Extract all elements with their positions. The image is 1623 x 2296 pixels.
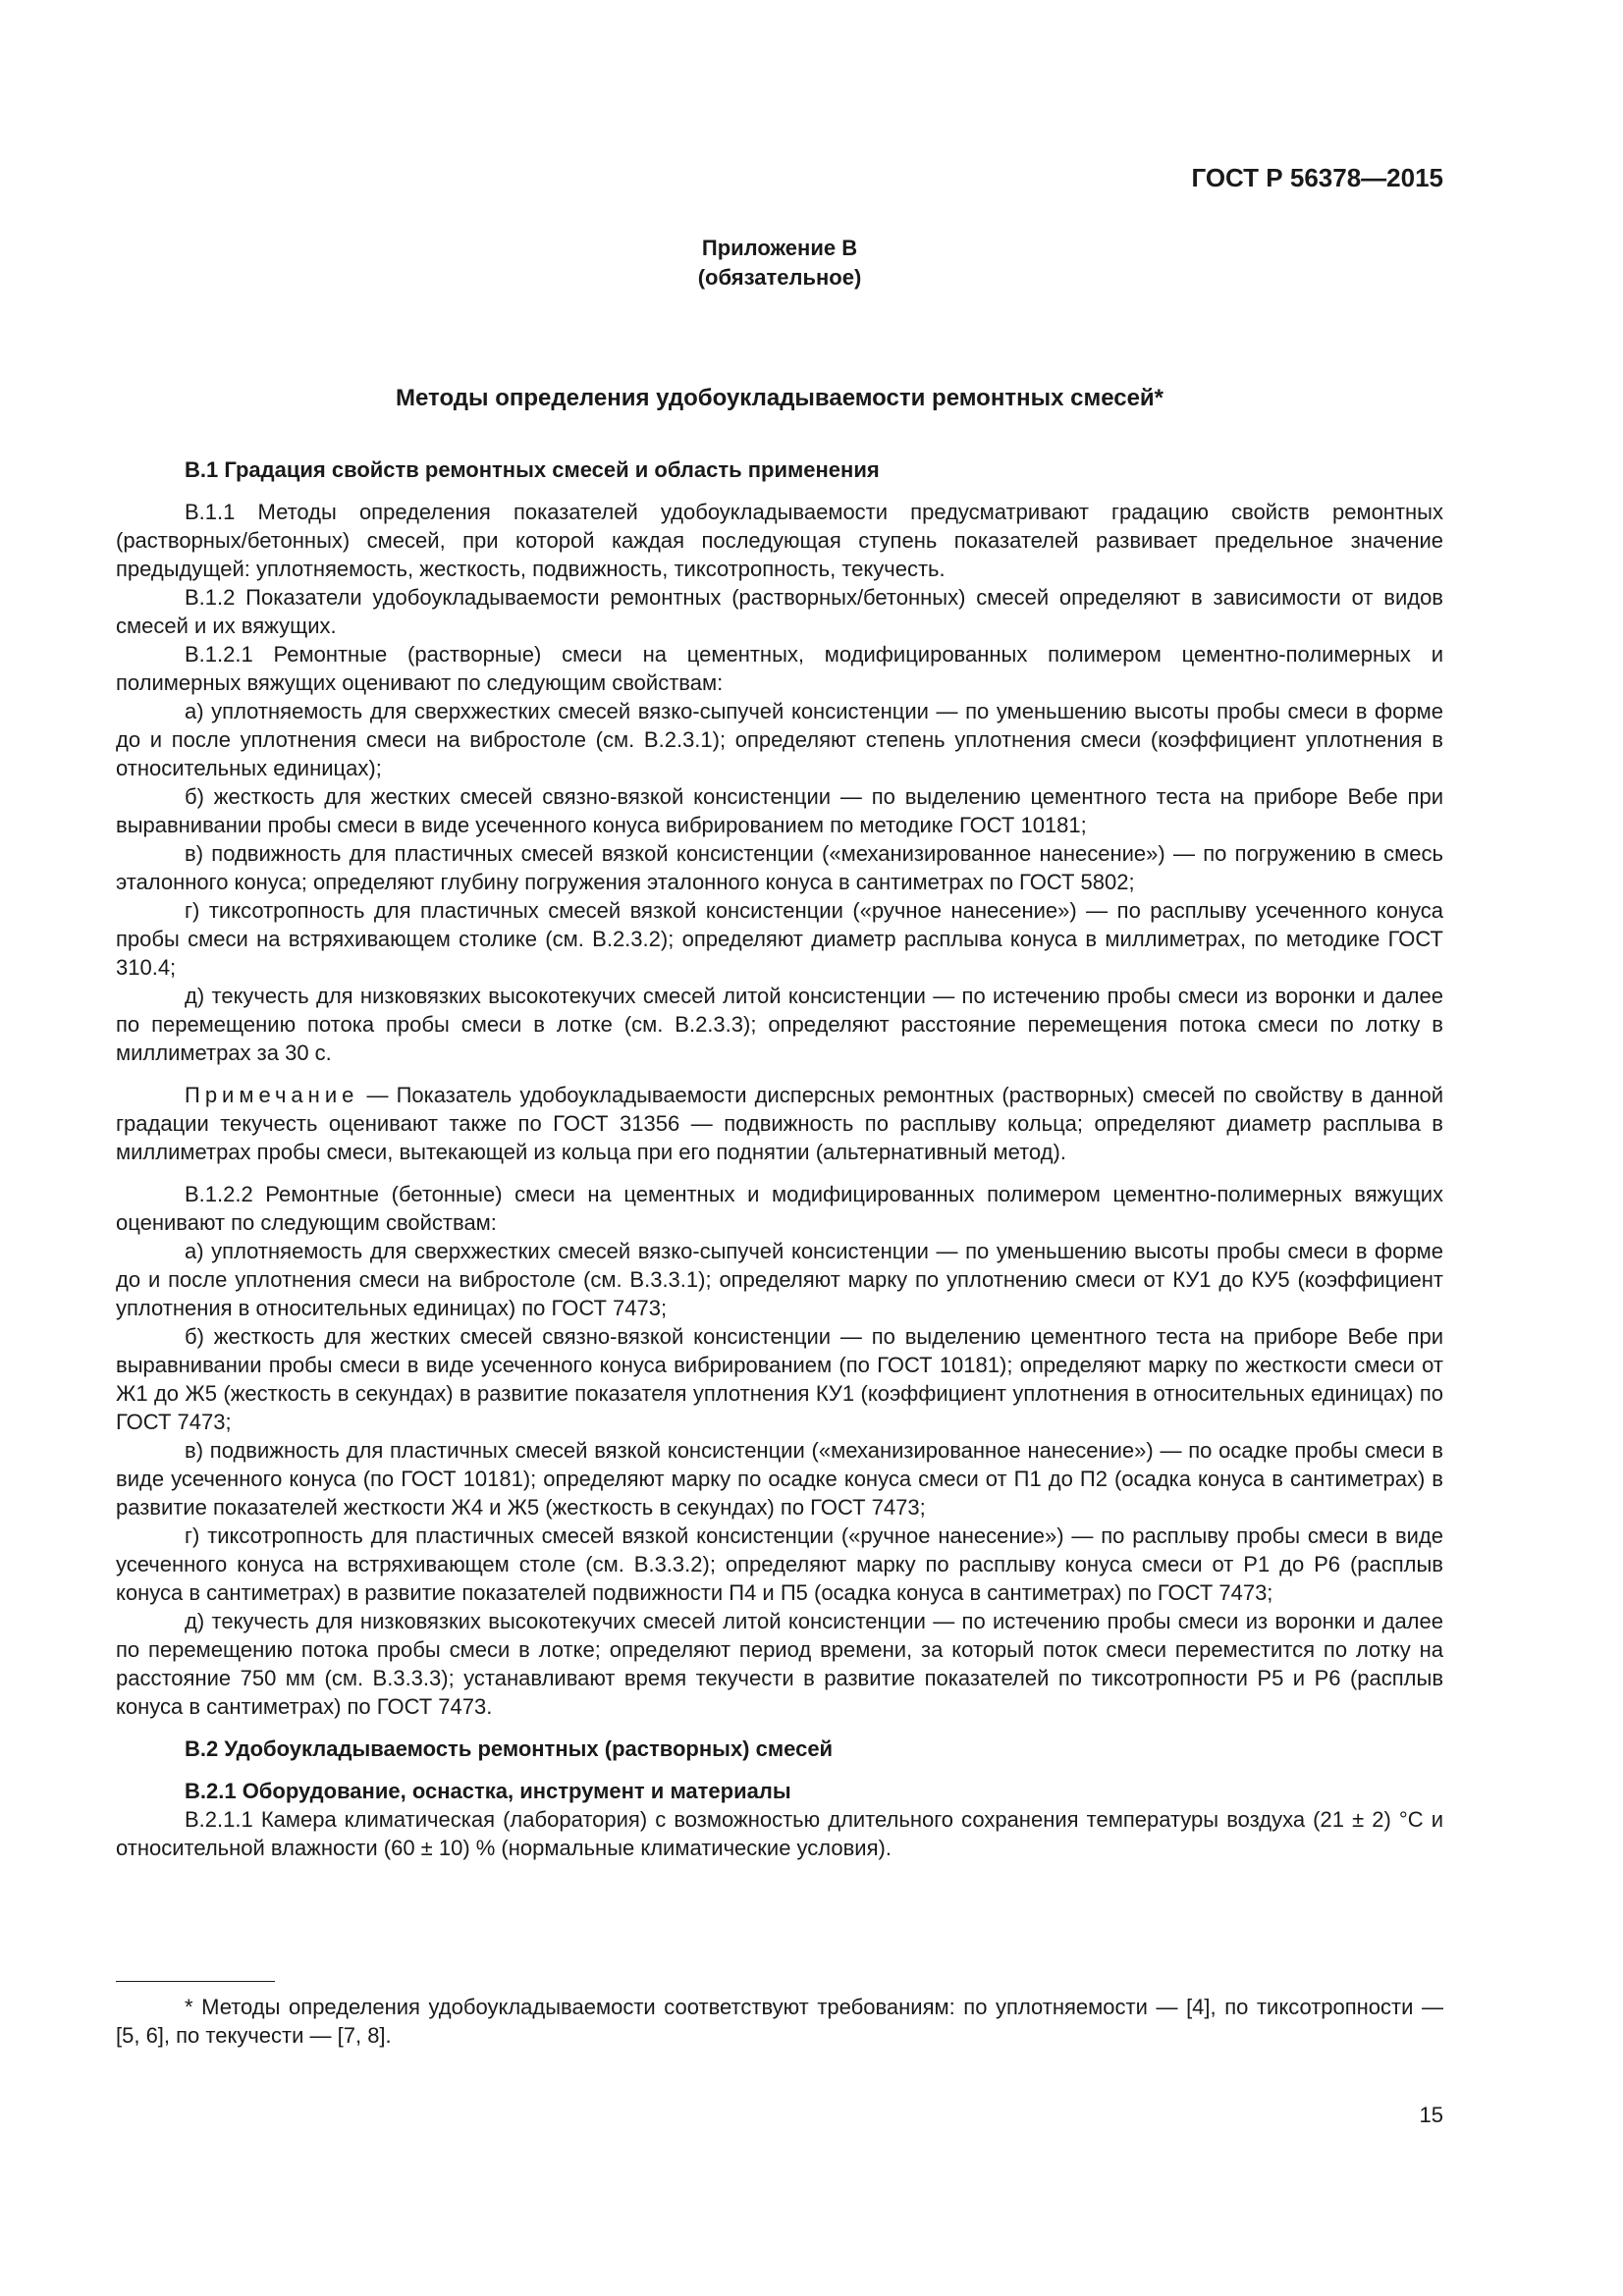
list-item-b1122-g: г) тиксотропность для пластичных смесей вязкой консистенции («ручное нанесение») — по расплыву пробы смеси в виде усеченного конуса на встряхивающем столе (см. В.3.3.2); определяют марку по расплыву конуса смеси от Р1 до Р6 (расплыв конуса в сантиметрах) в развитие показателей подвижности П4 и П5 (осадка конуса в сантиметрах) по ГОСТ 7473; xyxy=(116,1523,1443,1605)
list-item-b1122-d: д) текучесть для низковязких высокотекучих смесей литой консистенции — по истечению пробы смеси из воронки и далее по перемещению потока пробы смеси в лотке; определяют период времени, за который поток смеси переместится по лотку на расстояние 750 мм (см. В.3.3.3); устанавливают время текучести в развитие показателей по тиксотропности Р5 и Р6 (расплыв конуса в сантиметрах) по ГОСТ 7473. xyxy=(116,1609,1443,1719)
section-heading-b21: В.2.1 Оборудование, оснастка, инструмент и материалы xyxy=(185,1779,791,1803)
list-item-b1121-b: б) жесткость для жестких смесей связно-вязкой консистенции — по выделению цементного теста на приборе Вебе при выравнивании пробы смеси в виде усеченного конуса вибрированием по методике ГОСТ 10181; xyxy=(116,784,1443,837)
note-text: — Показатель удобоукладываемости дисперсных ремонтных (растворных) смесей по свойству в данной градации текучесть оценивают также по ГОСТ 31356 — подвижность по расплыву кольца; определяют диаметр расплыва в миллиметрах пробы смеси, вытекающей из кольца при его поднятии (альтернативный метод). xyxy=(116,1083,1443,1164)
paragraph-b111: В.1.1 Методы определения показателей удобоукладываемости предусматривают градацию свойств ремонтных (растворных/бетонных) смесей, при которой каждая последующая ступень показателей развивает предельное значение предыдущей: уплотняемость, жесткость, подвижность, тиксотропность, текучесть. xyxy=(116,500,1443,581)
document-code: ГОСТ Р 56378—2015 xyxy=(1191,163,1443,192)
section-heading-b2: В.2 Удобоукладываемость ремонтных (растворных) смесей xyxy=(185,1736,834,1761)
paragraph-b1121: В.1.2.1 Ремонтные (растворные) смеси на цементных, модифицированных полимером цементно-полимерных и полимерных вяжущих оценивают по следующим свойствам: xyxy=(116,642,1443,695)
paragraph-b112: В.1.2 Показатели удобоукладываемости ремонтных (растворных/бетонных) смесей определяют в зависимости от видов смесей и их вяжущих. xyxy=(116,585,1443,638)
list-item-b1122-b: б) жесткость для жестких смесей связно-вязкой консистенции — по выделению цементного теста на приборе Вебе при выравнивании пробы смеси в виде усеченного конуса вибрированием (по ГОСТ 10181); определяют марку по жесткости смеси от Ж1 до Ж5 (жесткость в секундах) в развитие показателя уплотнения КУ1 (коэффициент уплотнения в относительных единицах) по ГОСТ 7473; xyxy=(116,1324,1443,1434)
list-item-b1121-d: д) текучесть для низковязких высокотекучих смесей литой консистенции — по истечению пробы смеси из воронки и далее по перемещению потока пробы смеси в лотке (см. В.2.3.3); определяют расстояние перемещения потока смеси по лотку в миллиметрах за 30 с. xyxy=(116,984,1443,1065)
section-heading-b1: В.1 Градация свойств ремонтных смесей и область применения xyxy=(185,457,880,482)
footnote: * Методы определения удобоукладываемости соответствуют требованиям: по уплотняемости — [4], по тиксотропности — [5, 6], по текучести — [7, 8]. xyxy=(116,1995,1443,2048)
list-item-b1121-g: г) тиксотропность для пластичных смесей вязкой консистенции («ручное нанесение») — по расплыву усеченного конуса пробы смеси на встряхивающем столике (см. В.2.3.2); определяют диаметр расплыва конуса в миллиметрах, по методике ГОСТ 310.4; xyxy=(116,898,1443,980)
list-item-b1122-a: а) уплотняемость для сверхжестких смесей вязко-сыпучей консистенции — по уменьшению высоты пробы смеси в форме до и после уплотнения смеси на вибростоле (см. В.3.3.1); определяют марку по уплотнению смеси от КУ1 до КУ5 (коэффициент уплотнения в относительных единицах) по ГОСТ 7473; xyxy=(116,1239,1443,1320)
note-paragraph xyxy=(116,1081,1443,1166)
paragraph-b211: В.2.1.1 Камера климатическая (лаборатория) с возможностью длительного сохранения температуры воздуха (21 ± 2) °С и относительной влажности (60 ± 10) % (нормальные климатические условия). xyxy=(116,1807,1443,1860)
main-title: Методы определения удобоукладываемости ремонтных смесей* xyxy=(395,385,1164,411)
paragraph-b1122: В.1.2.2 Ремонтные (бетонные) смеси на цементных и модифицированных полимером цементно-полимерных вяжущих оценивают по следующим свойствам: xyxy=(116,1182,1443,1235)
note-label: Примечание xyxy=(185,1083,359,1107)
list-item-b1121-v: в) подвижность для пластичных смесей вязкой консистенции («механизированное нанесение») — по погружению в смесь эталонного конуса; определяют глубину погружения эталонного конуса в сантиметрах по ГОСТ 5802; xyxy=(116,841,1443,894)
list-item-b1121-a: а) уплотняемость для сверхжестких смесей вязко-сыпучей консистенции — по уменьшению высоты пробы смеси в форме до и после уплотнения смеси на вибростоле (см. В.2.3.1); определяют степень уплотнения смеси (коэффициент уплотнения в относительных единицах); xyxy=(116,699,1443,780)
annex-header xyxy=(116,234,1443,293)
list-item-b1122-v: в) подвижность для пластичных смесей вязкой консистенции («механизированное нанесение») — по осадке пробы смеси в виде усеченного конуса (по ГОСТ 10181); определяют марку по осадке конуса смеси от П1 до П2 (осадка конуса в сантиметрах) в развитие показателей жесткости Ж4 и Ж5 (жесткость в секундах) по ГОСТ 7473; xyxy=(116,1438,1443,1520)
page-number: 15 xyxy=(1419,2103,1443,2127)
annex-status: (обязательное) xyxy=(697,265,862,290)
document-body xyxy=(116,455,1443,1862)
annex-title: Приложение В xyxy=(701,236,858,260)
footnote-separator xyxy=(116,1981,275,1982)
